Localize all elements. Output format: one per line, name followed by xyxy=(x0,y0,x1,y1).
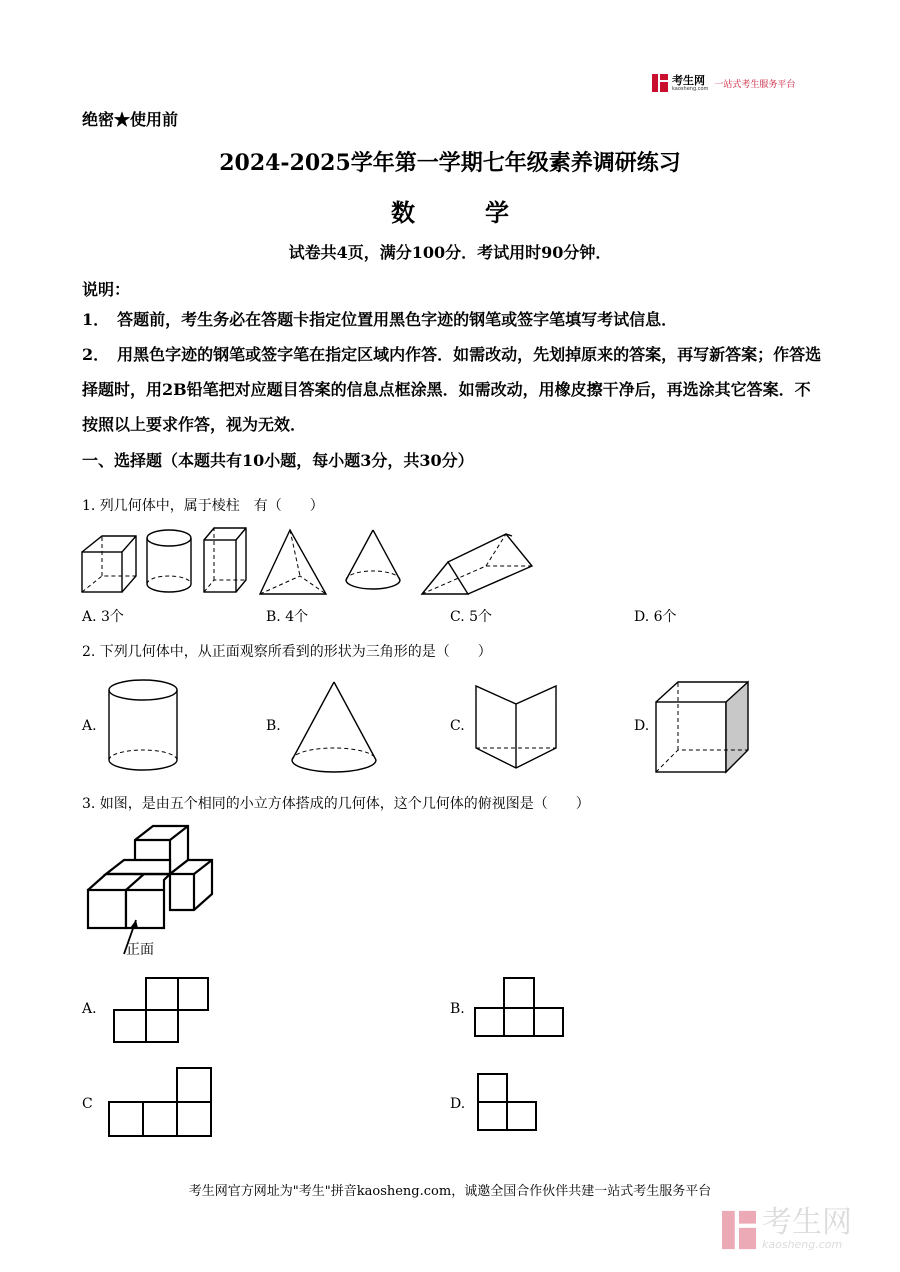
kaosheng-logo-icon xyxy=(652,74,668,92)
site-logo[interactable] xyxy=(652,72,795,94)
q2-option-a[interactable]: A. xyxy=(82,718,97,734)
cylinder-figure xyxy=(147,530,191,592)
question-1-stem: 1. 列几何体中，属于棱柱 有（ ） xyxy=(82,498,324,514)
q1-option-c[interactable]: C. 5个 xyxy=(450,609,493,625)
logo-slogan: 一站式考生服务平台 xyxy=(714,79,796,90)
q1-option-a[interactable]: A. 3个 xyxy=(82,609,124,625)
pyramid-figure xyxy=(260,530,326,594)
stacked-cubes-figure xyxy=(88,826,212,928)
note-item-2: 2． 用黑色字迹的钢笔或签字笔在指定区域内作答．如需改动，先划掉原来的答案，再写新答案；作答选择题时，用2B铅笔把对应题目答案的信息点框涂黑．如需改动，用橡皮擦干净后，再选涂其它答案．不按照以上要求作答，视为无效． xyxy=(82,345,822,434)
q3-option-c-figure[interactable] xyxy=(108,1066,214,1140)
q3-option-b-figure[interactable] xyxy=(474,974,566,1044)
confidential-label: 绝密★使用前 xyxy=(82,110,179,129)
question-3-stem: 3. 如图，是由五个相同的小立方体搭成的几何体，这个几何体的俯视图是（ ） xyxy=(82,796,590,812)
question-2-stem: 2. 下列几何体中，从正面观察所看到的形状为三角形的是（ ） xyxy=(82,644,492,660)
note-item-1: 1． 答题前，考生务必在答题卡指定位置用黑色字迹的钢笔或签字笔填写考试信息． xyxy=(82,310,678,329)
question-1-figures xyxy=(78,522,538,602)
q3-option-c[interactable]: C xyxy=(82,1096,93,1112)
front-label: 正面 xyxy=(126,942,154,958)
notes-heading: 说明： xyxy=(82,280,131,299)
subject-title: 数学 xyxy=(391,198,579,227)
logo-url: kaosheng.com xyxy=(672,85,709,92)
q1-option-b[interactable]: B. 4个 xyxy=(266,609,309,625)
q3-option-d[interactable]: D. xyxy=(450,1096,466,1112)
q2-triangular-prism-figure xyxy=(476,686,556,768)
rect-prism-figure xyxy=(204,528,246,592)
cube-figure xyxy=(82,536,136,592)
section-heading: 一、选择题（本题共有10小题，每小题3分，共30分） xyxy=(82,451,474,470)
watermark xyxy=(722,1205,852,1251)
footer-text: 考生网官方网址为"考生"拼音kaosheng.com，诚邀全国合作伙伴共建一站式考生服务平台 xyxy=(188,1184,712,1199)
q2-cone-figure xyxy=(292,682,376,772)
q2-option-c[interactable]: C. xyxy=(450,718,465,734)
triangular-prism-figure xyxy=(422,534,532,594)
q2-cylinder-figure xyxy=(109,680,177,770)
q3-option-a[interactable]: A. xyxy=(82,1001,97,1017)
exam-info: 试卷共4页，满分100分．考试用时90分钟． xyxy=(288,243,612,262)
q2-cube-figure xyxy=(656,682,748,772)
q1-option-d[interactable]: D. 6个 xyxy=(634,609,677,625)
q2-option-b[interactable]: B. xyxy=(266,718,281,734)
watermark-logo-icon xyxy=(722,1210,756,1250)
logo-name: 考生网 xyxy=(672,73,705,87)
question-2-figures xyxy=(100,676,760,776)
q3-option-a-figure[interactable] xyxy=(112,974,212,1044)
q2-option-d[interactable]: D. xyxy=(634,718,650,734)
question-3-figure xyxy=(80,822,220,962)
cone-figure xyxy=(346,530,400,589)
watermark-text: 考生网 xyxy=(762,1205,852,1240)
q3-option-b[interactable]: B. xyxy=(450,1001,465,1017)
page-title: 2024-2025学年第一学期七年级素养调研练习 xyxy=(219,150,681,176)
q3-option-d-figure[interactable] xyxy=(476,1072,540,1134)
watermark-url: kaosheng.com xyxy=(762,1238,843,1251)
